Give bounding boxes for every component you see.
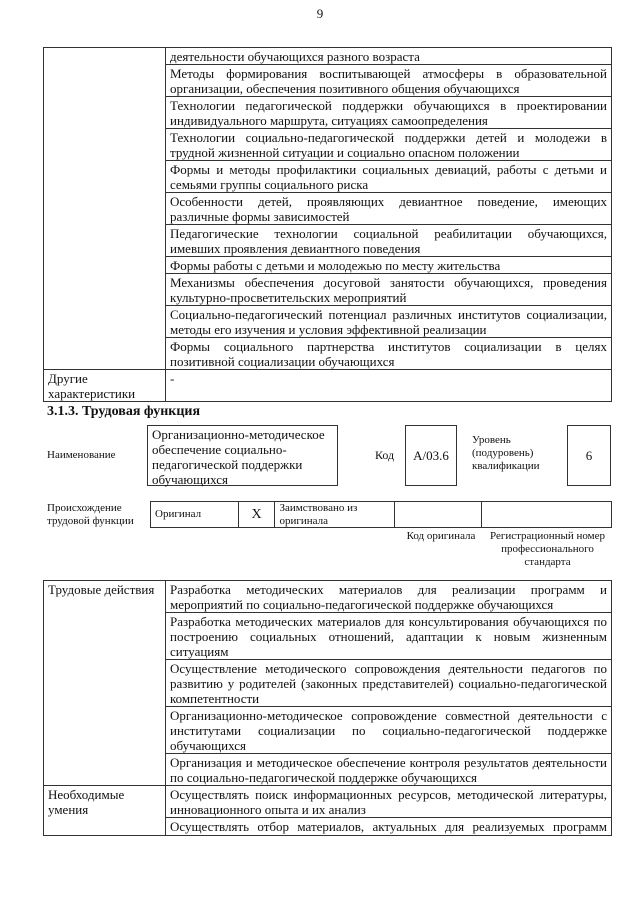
table-cell: Педагогические технологии социальной реабилитации обучающихся, имевших проявления девиантного поведения bbox=[166, 225, 612, 257]
other-characteristics-value: - bbox=[166, 370, 612, 402]
level-label: Уровень (подуровень) квалификации bbox=[472, 434, 540, 472]
actions-label: Трудовые действия bbox=[44, 581, 166, 786]
page-number: 9 bbox=[316, 6, 324, 21]
table-cell: Технологии социально-педагогической поддержки детей и молодежи в трудной жизненной ситуации и социально опасном положении bbox=[166, 129, 612, 161]
table-cell: Формы социального партнерства институтов социализации в целях позитивной социализации обучающихся bbox=[166, 338, 612, 370]
knowledge-table bbox=[43, 47, 612, 402]
section-heading: 3.1.3. Трудовая функция bbox=[47, 404, 201, 419]
table-row bbox=[44, 786, 612, 818]
table-cell: Особенности детей, проявляющих девиантное поведение, имеющих различные формы зависимостей bbox=[166, 193, 612, 225]
table-cell: деятельности обучающихся разного возраста bbox=[166, 48, 612, 65]
table-cell: Механизмы обеспечения досуговой занятости обучающихся, проведения культурно-просветительских мероприятий bbox=[166, 274, 612, 306]
skills-label: Необходимые умения bbox=[44, 786, 166, 836]
row-label-empty bbox=[44, 48, 166, 370]
table-cell-clipped bbox=[166, 818, 612, 836]
origin-label: Происхождение трудовой функции bbox=[47, 502, 134, 527]
table-cell-text: Осуществлять отбор материалов, актуальных для реализуемых программ bbox=[170, 819, 607, 834]
table-cell: Организационно-методическое сопровождение совместной деятельности с институтами социализации по социально-педагогической поддержке обучающихся bbox=[166, 707, 612, 754]
table-row bbox=[44, 581, 612, 613]
table-cell: Технологии педагогической поддержки обучающихся в проектировании индивидуального маршрута, ситуациях самоопределения bbox=[166, 97, 612, 129]
table-cell: Методы формирования воспитывающей атмосферы в образовательной организации, обеспечения позитивного общения обучающихся bbox=[166, 65, 612, 97]
caption-reg: Регистрационный номер профессионального стандарта bbox=[489, 530, 606, 568]
table-cell: Разработка методических материалов для реализации программ и мероприятий по социально-педагогической поддержке обучающихся bbox=[166, 581, 612, 613]
table-cell: Разработка методических материалов для консультирования обучающихся по построению социальных отношений, адаптации к новым жизненным ситуациям bbox=[166, 613, 612, 660]
origin-code-cell bbox=[395, 502, 482, 527]
table-cell: Социально-педагогический потенциал различных институтов социализации, методы его изучения и условия эффективной реализации bbox=[166, 306, 612, 338]
function-name-box: Организационно-методическое обеспечение социально-педагогической поддержки обучающихся bbox=[147, 425, 338, 486]
level-box: 6 bbox=[567, 425, 611, 486]
origin-borrowed: Заимствовано из оригинала bbox=[275, 502, 394, 527]
code-label: Код bbox=[375, 448, 395, 462]
table-cell: Осуществлять поиск информационных ресурсов, методической литературы, инновационного опыта и их анализ bbox=[166, 786, 612, 818]
name-label: Наименование bbox=[47, 449, 116, 461]
actions-table bbox=[43, 580, 612, 836]
table-cell: Формы работы с детьми и молодежью по месту жительства bbox=[166, 257, 612, 274]
origin-reg-cell bbox=[482, 502, 611, 527]
code-box: А/03.6 bbox=[405, 425, 457, 486]
origin-mark: X bbox=[239, 502, 276, 527]
other-characteristics-label: Другие характеристики bbox=[44, 370, 166, 402]
origin-original: Оригинал bbox=[151, 502, 239, 527]
table-row bbox=[44, 48, 612, 65]
caption-code: Код оригинала bbox=[406, 530, 476, 542]
table-cell: Формы и методы профилактики социальных девиаций, работы с детьми и семьями группы социального риска bbox=[166, 161, 612, 193]
table-cell: Осуществление методического сопровождения деятельности педагогов по развитию у родителей (законных представителей) социально-педагогической компетентности bbox=[166, 660, 612, 707]
table-cell: Организация и методическое обеспечение контроля результатов деятельности по социально-педагогической поддержке обучающихся bbox=[166, 754, 612, 786]
table-row bbox=[44, 370, 612, 402]
origin-table bbox=[150, 501, 612, 528]
